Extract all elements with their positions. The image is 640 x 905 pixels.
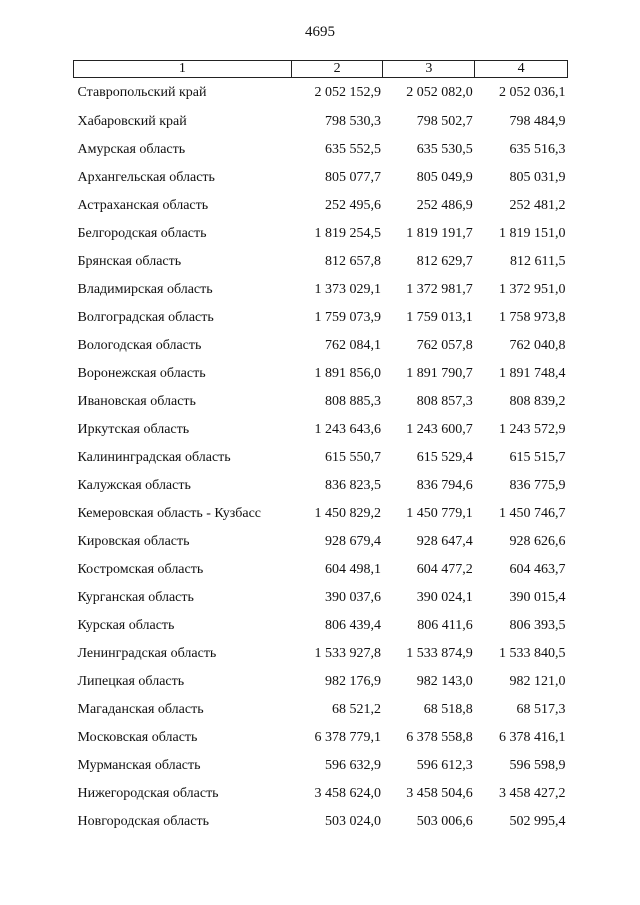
value-cell: 502 995,4: [509, 814, 566, 829]
value-cell: 252 495,6: [324, 198, 381, 213]
value-cell: 604 498,1: [324, 562, 381, 577]
column-header: 3: [383, 61, 475, 78]
value-cell: 982 143,0: [416, 674, 473, 689]
region-name-cell: Белгородская область: [77, 226, 207, 241]
table-row: [74, 108, 568, 136]
value-cell: 635 552,5: [324, 142, 381, 157]
value-cell: 1 533 840,5: [499, 646, 566, 661]
value-cell: 928 626,6: [509, 534, 566, 549]
value-cell: 1 758 973,8: [499, 310, 566, 325]
region-name-cell: Мурманская область: [77, 758, 201, 773]
value-cell: 1 819 191,7: [406, 226, 473, 241]
value-cell: 1 450 746,7: [499, 506, 566, 521]
value-cell: 604 477,2: [416, 562, 473, 577]
value-cell: 1 372 951,0: [499, 282, 566, 297]
value-cell: 1 450 829,2: [314, 506, 381, 521]
value-cell: 390 037,6: [324, 590, 381, 605]
table-row: [74, 500, 568, 528]
value-cell: 1 891 748,4: [499, 366, 566, 381]
region-name-cell: Магаданская область: [77, 702, 204, 717]
value-cell: 68 517,3: [516, 702, 566, 717]
value-cell: 1 243 600,7: [406, 422, 473, 437]
value-cell: 808 885,3: [324, 394, 381, 409]
value-cell: 68 518,8: [423, 702, 473, 717]
table-row: [74, 332, 568, 360]
table-row: [74, 164, 568, 192]
value-cell: 928 679,4: [324, 534, 381, 549]
value-cell: 812 629,7: [416, 254, 473, 269]
table-body: [74, 78, 568, 837]
table-row: [74, 304, 568, 332]
value-cell: 812 611,5: [510, 254, 566, 269]
value-cell: 1 533 874,9: [406, 646, 473, 661]
table-row: [74, 584, 568, 612]
table-row: [74, 416, 568, 444]
table-row: [74, 220, 568, 248]
value-cell: 6 378 558,8: [406, 730, 473, 745]
value-cell: 982 176,9: [324, 674, 381, 689]
header-row: [74, 61, 568, 78]
value-cell: 1 819 254,5: [314, 226, 381, 241]
table-row: [74, 276, 568, 304]
table-row: [74, 192, 568, 220]
value-cell: 68 521,2: [331, 702, 381, 717]
value-cell: 762 040,8: [509, 338, 566, 353]
table-row: [74, 78, 568, 109]
region-name-cell: Ставропольский край: [77, 85, 207, 100]
value-cell: 805 077,7: [324, 170, 381, 185]
table-row: [74, 556, 568, 584]
value-cell: 1 891 856,0: [314, 366, 381, 381]
page-number: 4695: [305, 24, 335, 40]
region-name-cell: Воронежская область: [77, 366, 206, 381]
table-row: [74, 640, 568, 668]
region-name-cell: Московская область: [77, 730, 198, 745]
value-cell: 928 647,4: [416, 534, 473, 549]
region-name-cell: Хабаровский край: [77, 114, 187, 129]
value-cell: 836 775,9: [509, 478, 566, 493]
table-header: [74, 61, 568, 78]
value-cell: 798 502,7: [416, 114, 473, 129]
value-cell: 615 529,4: [416, 450, 473, 465]
table-row: [74, 136, 568, 164]
data-table: [73, 60, 568, 836]
value-cell: 635 516,3: [509, 142, 566, 157]
region-name-cell: Волгоградская область: [77, 310, 214, 325]
region-name-cell: Вологодская область: [77, 338, 202, 353]
table-row: [74, 780, 568, 808]
table-row: [74, 808, 568, 836]
value-cell: 615 550,7: [324, 450, 381, 465]
value-cell: 6 378 779,1: [314, 730, 381, 745]
value-cell: 252 481,2: [509, 198, 566, 213]
value-cell: 798 484,9: [509, 114, 566, 129]
value-cell: 808 839,2: [509, 394, 566, 409]
value-cell: 1 450 779,1: [406, 506, 473, 521]
value-cell: 805 049,9: [416, 170, 473, 185]
table-row: [74, 696, 568, 724]
column-header: 2: [291, 61, 383, 78]
value-cell: 1 373 029,1: [314, 282, 381, 297]
region-name-cell: Иркутская область: [77, 422, 190, 437]
region-name-cell: Липецкая область: [77, 674, 185, 689]
value-cell: 762 084,1: [324, 338, 381, 353]
value-cell: 6 378 416,1: [499, 730, 566, 745]
value-cell: 3 458 624,0: [314, 786, 381, 801]
region-name-cell: Калужская область: [77, 478, 191, 493]
region-name-cell: Владимирская область: [77, 282, 213, 297]
table-row: [74, 360, 568, 388]
value-cell: 615 515,7: [509, 450, 566, 465]
region-name-cell: Ивановская область: [77, 394, 196, 409]
value-cell: 1 372 981,7: [406, 282, 473, 297]
value-cell: 1 243 572,9: [499, 422, 566, 437]
value-cell: 503 006,6: [416, 814, 473, 829]
table-row: [74, 248, 568, 276]
value-cell: 836 823,5: [324, 478, 381, 493]
region-name-cell: Брянская область: [77, 254, 182, 269]
table-row: [74, 444, 568, 472]
value-cell: 390 024,1: [416, 590, 473, 605]
table-row: [74, 724, 568, 752]
value-cell: 805 031,9: [509, 170, 566, 185]
value-cell: 806 393,5: [509, 618, 566, 633]
table-row: [74, 472, 568, 500]
value-cell: 596 612,3: [416, 758, 473, 773]
value-cell: 596 632,9: [324, 758, 381, 773]
value-cell: 1 759 073,9: [314, 310, 381, 325]
table-row: [74, 612, 568, 640]
value-cell: 2 052 082,0: [406, 85, 473, 100]
region-name-cell: Амурская область: [77, 142, 186, 157]
column-header: 4: [475, 61, 568, 78]
value-cell: 1 243 643,6: [314, 422, 381, 437]
region-name-cell: Астраханская область: [77, 198, 209, 213]
value-cell: 982 121,0: [509, 674, 566, 689]
value-cell: 1 891 790,7: [406, 366, 473, 381]
region-name-cell: Калининградская область: [77, 450, 231, 465]
value-cell: 3 458 504,6: [406, 786, 473, 801]
region-name-cell: Курганская область: [77, 590, 194, 605]
value-cell: 808 857,3: [416, 394, 473, 409]
value-cell: 812 657,8: [324, 254, 381, 269]
value-cell: 635 530,5: [416, 142, 473, 157]
value-cell: 604 463,7: [509, 562, 566, 577]
table-row: [74, 752, 568, 780]
value-cell: 1 533 927,8: [314, 646, 381, 661]
region-name-cell: Кировская область: [77, 534, 190, 549]
region-name-cell: Костромская область: [77, 562, 204, 577]
value-cell: 836 794,6: [416, 478, 473, 493]
value-cell: 1 759 013,1: [406, 310, 473, 325]
value-cell: 596 598,9: [509, 758, 566, 773]
region-name-cell: Нижегородская область: [77, 786, 219, 801]
value-cell: 3 458 427,2: [499, 786, 566, 801]
value-cell: 2 052 036,1: [499, 85, 566, 100]
table-row: [74, 388, 568, 416]
region-name-cell: Кемеровская область - Кузбасс: [77, 506, 262, 521]
value-cell: 390 015,4: [509, 590, 566, 605]
value-cell: 2 052 152,9: [314, 85, 381, 100]
table-row: [74, 668, 568, 696]
value-cell: 762 057,8: [416, 338, 473, 353]
value-cell: 1 819 151,0: [499, 226, 566, 241]
column-header: 1: [74, 61, 292, 78]
value-cell: 806 411,6: [417, 618, 473, 633]
region-name-cell: Новгородская область: [77, 814, 209, 829]
value-cell: 503 024,0: [324, 814, 381, 829]
region-name-cell: Курская область: [77, 618, 175, 633]
value-cell: 798 530,3: [324, 114, 381, 129]
region-name-cell: Ленинградская область: [77, 646, 217, 661]
table-row: [74, 528, 568, 556]
value-cell: 252 486,9: [416, 198, 473, 213]
value-cell: 806 439,4: [324, 618, 381, 633]
region-name-cell: Архангельская область: [77, 170, 215, 185]
